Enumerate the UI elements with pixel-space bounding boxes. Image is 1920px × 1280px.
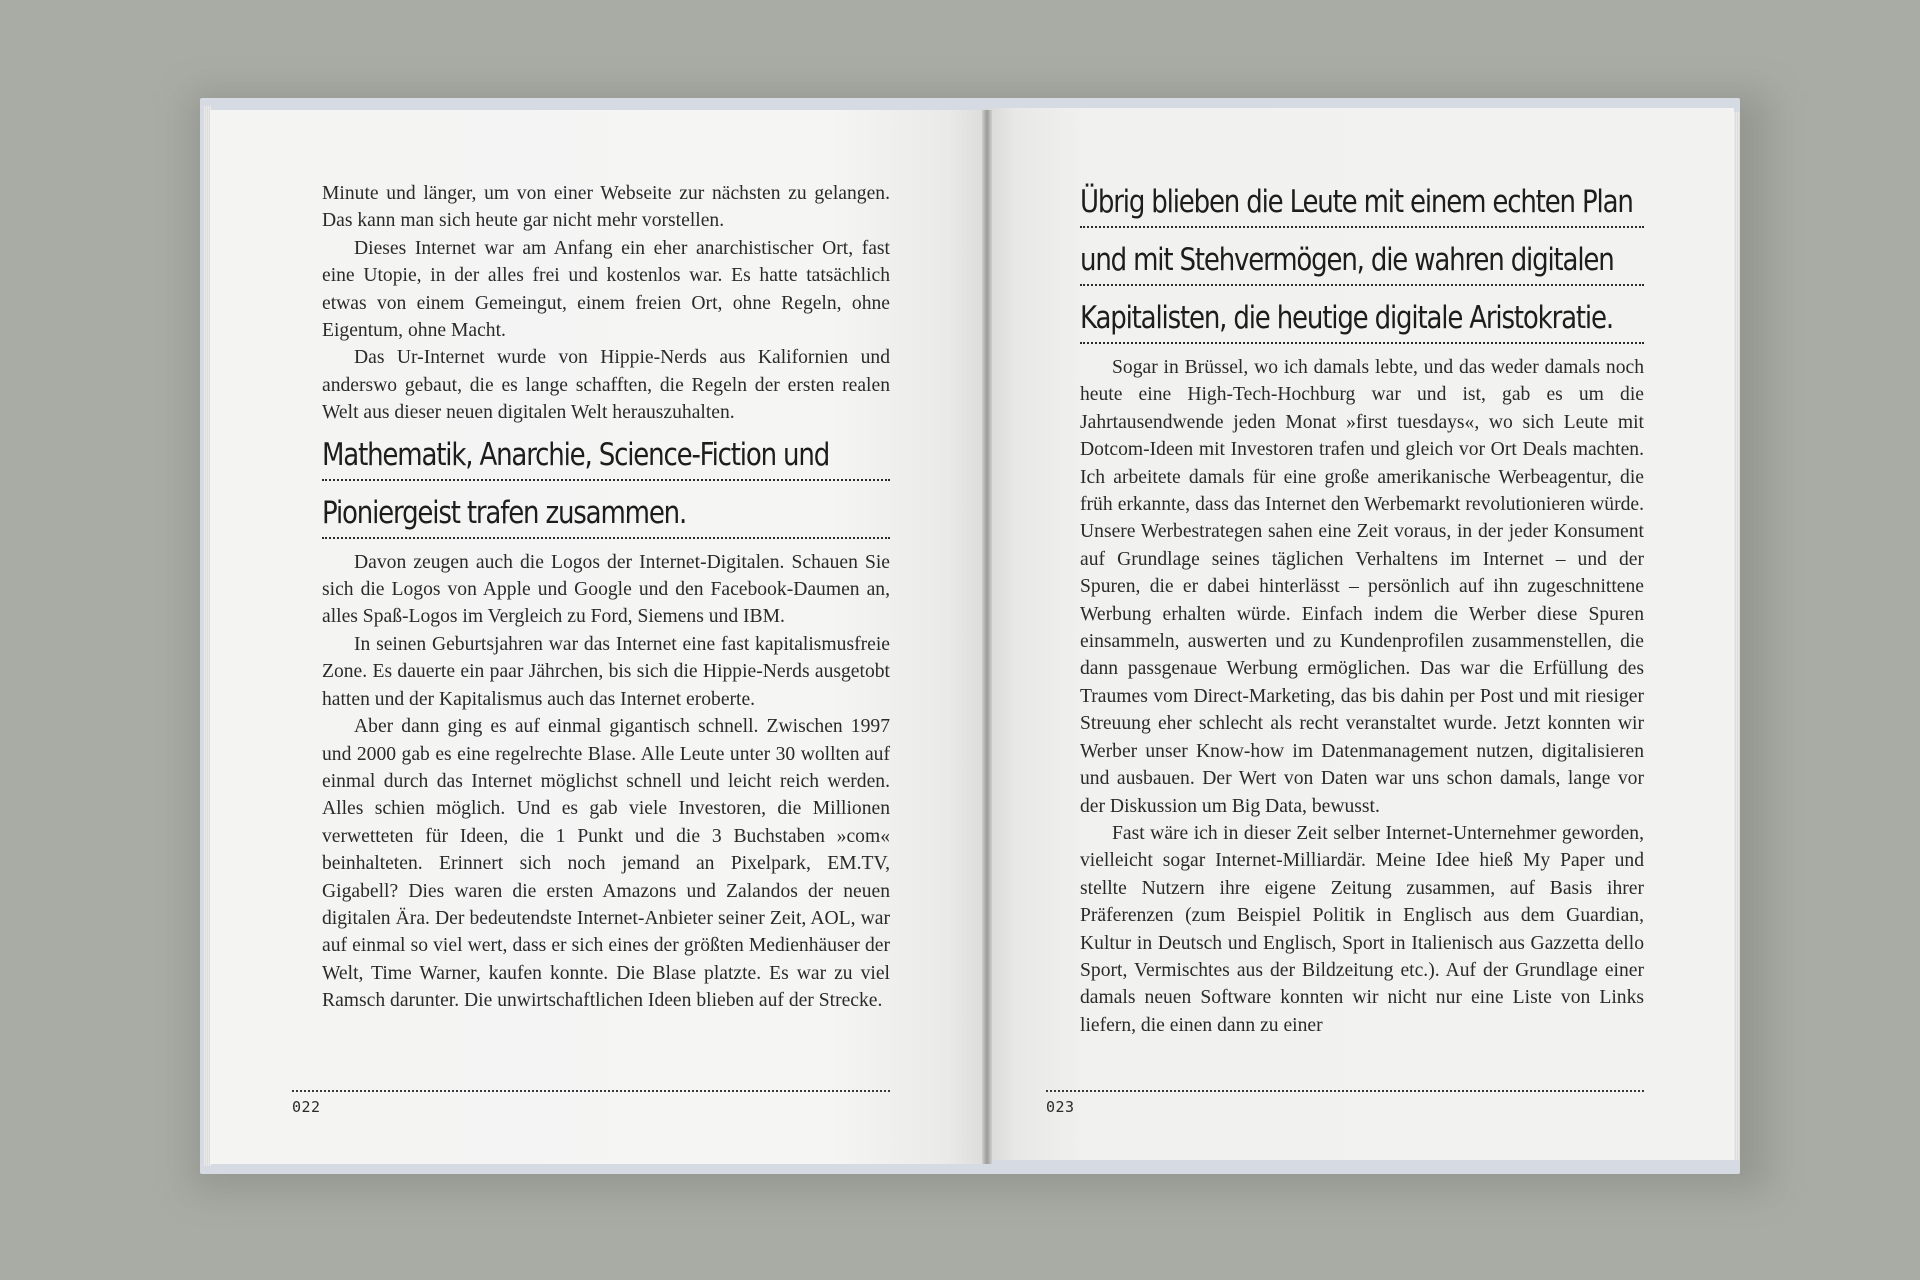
paragraph: Das Ur-Internet wurde von Hippie-Nerds aus Kalifornien und anderswo gebaut, die es lange schafften, die Regeln der ersten realen Welt aus dieser neuen digitalen Welt herauszuhalten. bbox=[322, 347, 890, 424]
right-page-footer bbox=[1046, 1090, 1644, 1116]
paragraph: Minute und länger, um von einer Webseite zur nächsten zu gelangen. Das kann man sich heute gar nicht mehr vorstellen. bbox=[322, 183, 890, 232]
paragraph: Aber dann ging es auf einmal gigantisch schnell. Zwischen 1997 und 2000 gab es eine regelrechte Blase. Alle Leute unter 30 wollten auf einmal durch das Internet möglichst schnell und leicht reich werden. Alles schien möglich. Und es gab viele Investoren, die Millionen verwetteten für Ideen, die 1 Punkt und die 3 Buchstaben »com« beinhalteten. Erinnert sich noch jemand an Pixelpark, EM.TV, Gigabell? Dies waren die ersten Amazons und Zalandos der neuen digitalen Ära. Der bedeutendste Internet-Anbieter seiner Zeit, AOL, war auf einmal so viel wert, dass er sich eines der größten Medienhäuser der Welt, Time Warner, kaufen konnte. Die Blase platzte. Es war zu viel Ramsch darunter. Die unwirtschaftlichen Ideen blieben auf der Strecke. bbox=[322, 716, 890, 1012]
paragraph: Sogar in Brüssel, wo ich damals lebte, und das weder damals noch heute eine High-Tech-Hochburg war und ist, gab es um die Jahrtausendwende jeden Monat »first tuesdays«, wo sich Leute mit Dotcom-Ideen mit Investoren trafen und gleich vor Ort Deals machten. Ich arbeitete damals für eine große amerikanische Werbeagentur, die früh erkannte, dass das Internet den Werbemarkt revolutionieren würde. Unsere Werbestrategen sahen eine Zeit voraus, in der jeder Konsument auf Grundlage seines täglichen Verhaltens im Internet – und der Spuren, die er dabei hinterlässt – persönlich auf ihn zugeschnittene Werbung erhalten würde. Einfach indem die Werber diese Spuren einsammeln, auswerten und zu Kundenprofilen zusammenstellen, die dann passgenaue Werbung ermöglichen. Das war die Erfüllung des Traumes vom Direct-Marketing, das bis dahin per Post und mit riesiger Streuung eher schlecht als recht veranstaltet wurde. Jetzt konnten wir Werber unser Know-how im Datenmanagement nutzen, digitalisieren und ausbauen. Der Wert von Daten war uns schon damals, lange vor der Diskussion um Big Data, bewusst. bbox=[1080, 357, 1644, 817]
left-page-text bbox=[322, 180, 890, 1015]
heading-line: Übrig blieben die Leute mit einem echten Plan bbox=[1080, 184, 1633, 220]
page-number: 023 bbox=[1046, 1098, 1075, 1116]
section-heading bbox=[322, 433, 890, 539]
paragraph: In seinen Geburtsjahren war das Internet eine fast kapitalismusfreie Zone. Es dauerte ein paar Jährchen, bis sich die Hippie-Nerds ausgetobt hatten und der Kapitalismus auch das Internet eroberte. bbox=[322, 633, 890, 710]
heading-line: Kapitalisten, die heutige digitale Aristokratie. bbox=[1080, 300, 1613, 336]
right-page-text bbox=[1080, 174, 1644, 1039]
paragraph: Dieses Internet war am Anfang ein eher anarchistischer Ort, fast eine Utopie, in der alles frei und kostenlos war. Es hatte tatsächlich etwas von einem Gemeingut, einem freien Ort, ohne Regeln, ohne Eigentum, ohne Macht. bbox=[322, 237, 890, 342]
heading-line: Pioniergeist trafen zusammen. bbox=[322, 494, 687, 531]
heading-line: Mathematik, Anarchie, Science-Fiction und bbox=[322, 436, 830, 473]
section-heading bbox=[1080, 180, 1644, 344]
paragraph: Fast wäre ich in dieser Zeit selber Internet-Unternehmer geworden, vielleicht sogar Internet-Milliardär. Meine Idee hieß My Paper und stellte Nutzern ihre eigene Zeitung zusammen, auf Basis ihrer Präferenzen (zum Beispiel Politik in Englisch aus dem Guardian, Kultur in Deutsch und Englisch, Sport in Italienisch aus Gazzetta dello Sport, Vermischtes aus der Bildzeitung etc.). Auf der Grundlage einer damals neuen Software konnten wir nicht nur eine Liste von Links liefern, die einen dann zu einer bbox=[1080, 822, 1644, 1036]
paragraph: Davon zeugen auch die Logos der Internet-Digitalen. Schauen Sie sich die Logos von Apple und Google und den Facebook-Daumen an, alles Spaß-Logos im Vergleich zu Ford, Siemens und IBM. bbox=[322, 551, 890, 628]
left-page-footer bbox=[292, 1090, 890, 1116]
page-number: 022 bbox=[292, 1098, 321, 1116]
book-gutter bbox=[982, 110, 992, 1164]
heading-line: und mit Stehvermögen, die wahren digitalen bbox=[1080, 242, 1614, 278]
